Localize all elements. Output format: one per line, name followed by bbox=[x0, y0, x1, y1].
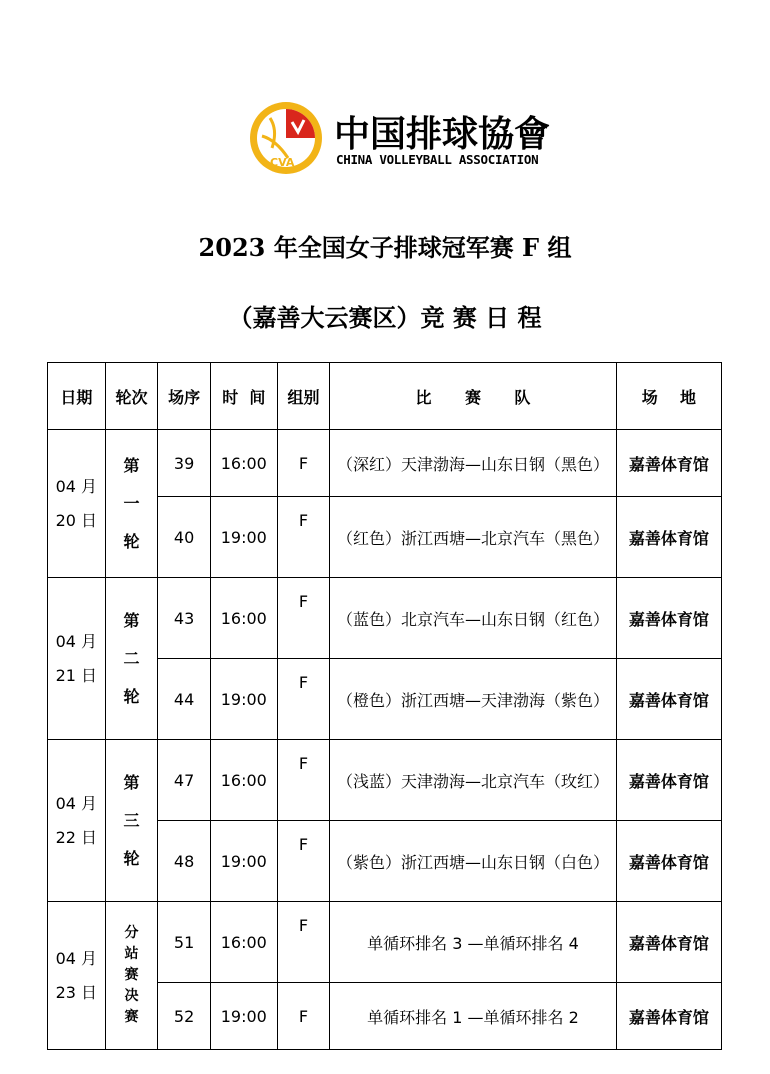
date-cell bbox=[48, 740, 106, 902]
round-cell bbox=[105, 902, 158, 1050]
match-teams: 单循环排名 1 —单循环排名 2 bbox=[330, 983, 616, 1050]
date-day: 22 日 bbox=[55, 827, 98, 847]
table-header-row bbox=[48, 363, 722, 430]
volleyball-emblem-icon bbox=[248, 100, 324, 176]
match-time: 19:00 bbox=[210, 659, 277, 740]
round-char: 第 bbox=[123, 610, 140, 630]
date-cell bbox=[48, 578, 106, 740]
match-time: 16:00 bbox=[210, 578, 277, 659]
header-round: 轮次 bbox=[105, 363, 158, 430]
match-group: F bbox=[277, 497, 330, 578]
round-char: 第 bbox=[123, 772, 140, 792]
round-char: 决 bbox=[124, 988, 139, 1004]
date-month: 04 月 bbox=[55, 793, 98, 813]
match-teams: （紫色）浙江西塘—山东日钢（白色） bbox=[330, 821, 616, 902]
match-teams: （蓝色）北京汽车—山东日钢（红色） bbox=[330, 578, 616, 659]
match-teams: （橙色）浙江西塘—天津渤海（紫色） bbox=[330, 659, 616, 740]
round-char: 分 bbox=[124, 925, 139, 941]
match-venue: 嘉善体育馆 bbox=[616, 659, 721, 740]
match-time: 16:00 bbox=[210, 902, 277, 983]
match-venue: 嘉善体育馆 bbox=[616, 983, 721, 1050]
round-char: 二 bbox=[123, 648, 140, 668]
header-date: 日期 bbox=[48, 363, 106, 430]
round-char: 轮 bbox=[123, 531, 140, 551]
match-seq: 48 bbox=[158, 821, 211, 902]
match-teams: （红色）浙江西塘—北京汽车（黑色） bbox=[330, 497, 616, 578]
round-char: 轮 bbox=[123, 848, 140, 868]
match-seq: 39 bbox=[158, 430, 211, 497]
match-seq: 51 bbox=[158, 902, 211, 983]
match-teams: 单循环排名 3 —单循环排名 4 bbox=[330, 902, 616, 983]
match-teams: （深红）天津渤海—山东日钢（黑色） bbox=[330, 430, 616, 497]
match-group: F bbox=[277, 430, 330, 497]
logo-english-name: CHINA VOLLEYBALL ASSOCIATION bbox=[336, 152, 539, 167]
logo bbox=[248, 100, 551, 176]
match-group: F bbox=[277, 659, 330, 740]
table-row bbox=[48, 430, 722, 497]
match-group: F bbox=[277, 740, 330, 821]
match-group: F bbox=[277, 578, 330, 659]
match-venue: 嘉善体育馆 bbox=[616, 740, 721, 821]
match-time: 16:00 bbox=[210, 430, 277, 497]
document-title: 2023 年全国女子排球冠军赛 F 组 bbox=[198, 233, 572, 262]
round-char: 一 bbox=[123, 493, 140, 513]
match-seq: 47 bbox=[158, 740, 211, 821]
date-month: 04 月 bbox=[55, 476, 98, 496]
round-cell bbox=[105, 578, 158, 740]
header-teams: 比 赛 队 bbox=[330, 363, 616, 430]
round-char: 三 bbox=[123, 810, 140, 830]
round-char: 赛 bbox=[124, 967, 139, 983]
round-char: 第 bbox=[123, 455, 140, 475]
date-day: 20 日 bbox=[55, 510, 98, 530]
match-seq: 52 bbox=[158, 983, 211, 1050]
header-seq: 场序 bbox=[158, 363, 211, 430]
emblem-text: CVA bbox=[270, 156, 295, 169]
date-day: 21 日 bbox=[55, 665, 98, 685]
match-teams: （浅蓝）天津渤海—北京汽车（玫红） bbox=[330, 740, 616, 821]
round-char: 站 bbox=[124, 946, 139, 962]
round-char: 轮 bbox=[123, 686, 140, 706]
match-seq: 44 bbox=[158, 659, 211, 740]
date-day: 23 日 bbox=[55, 982, 98, 1002]
match-venue: 嘉善体育馆 bbox=[616, 430, 721, 497]
round-cell bbox=[105, 430, 158, 578]
match-group: F bbox=[277, 902, 330, 983]
round-cell bbox=[105, 740, 158, 902]
match-group: F bbox=[277, 983, 330, 1050]
header-venue: 场 地 bbox=[616, 363, 721, 430]
date-cell bbox=[48, 902, 106, 1050]
match-venue: 嘉善体育馆 bbox=[616, 578, 721, 659]
match-seq: 40 bbox=[158, 497, 211, 578]
header-time: 时 间 bbox=[210, 363, 277, 430]
date-month: 04 月 bbox=[55, 631, 98, 651]
match-venue: 嘉善体育馆 bbox=[616, 497, 721, 578]
date-cell bbox=[48, 430, 106, 578]
table-row bbox=[48, 740, 722, 821]
document-subtitle: （嘉善大云赛区）竞 赛 日 程 bbox=[228, 303, 542, 332]
match-group: F bbox=[277, 821, 330, 902]
table-row bbox=[48, 578, 722, 659]
match-seq: 43 bbox=[158, 578, 211, 659]
match-time: 19:00 bbox=[210, 821, 277, 902]
table-row bbox=[48, 902, 722, 983]
match-venue: 嘉善体育馆 bbox=[616, 902, 721, 983]
date-month: 04 月 bbox=[55, 948, 98, 968]
match-time: 19:00 bbox=[210, 983, 277, 1050]
round-char: 赛 bbox=[124, 1009, 139, 1025]
match-venue: 嘉善体育馆 bbox=[616, 821, 721, 902]
match-time: 16:00 bbox=[210, 740, 277, 821]
header-group: 组别 bbox=[277, 363, 330, 430]
match-time: 19:00 bbox=[210, 497, 277, 578]
logo-chinese-name: 中国排球協會 bbox=[334, 114, 551, 155]
schedule-table bbox=[47, 362, 722, 1050]
